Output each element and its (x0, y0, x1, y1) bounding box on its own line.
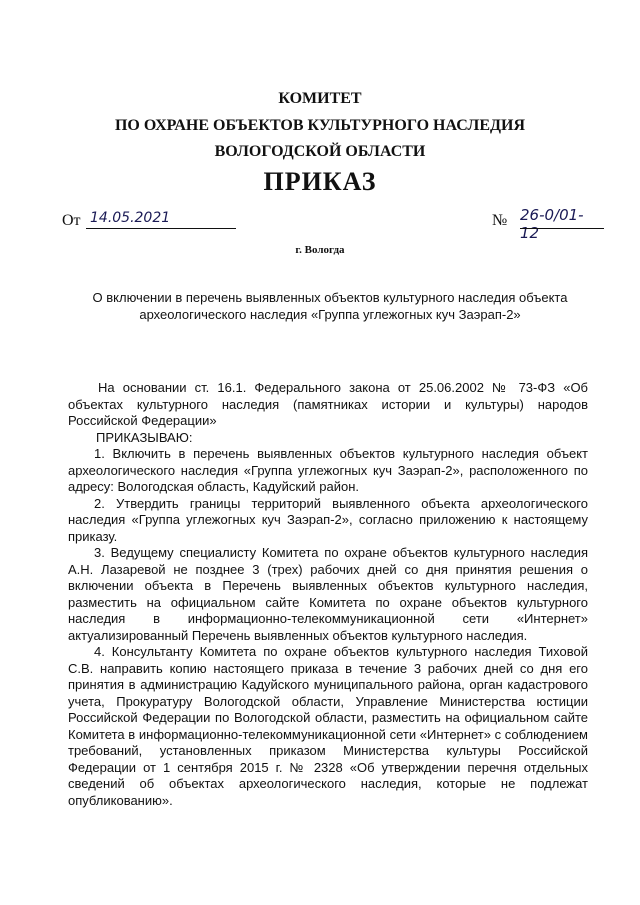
list-item: 4. Консультанту Комитета по охране объектов культурного наследия Тиховой С.В. направить копию настоящего приказа в течение 3 рабочих дней со дня его принятия в администрацию Кадуйского муниципального района, орган кадастрового учета, Прокуратуру Вологодской области, Управление Министерства юстиции Российской Федерации по Вологодской области, разместить на официальном сайте Комитета в информационно-телекоммуникационной сети «Интернет» с соблюдением требований, установленных приказом Министерства культуры Российской Федерации от 1 сентября 2015 г. № 2328 «Об утверждении перечня отдельных сведений об объектах археологического наследия, которые не подлежат опубликованию». (68, 644, 588, 808)
document-type: ПРИКАЗ (263, 167, 377, 196)
number-handwritten: 26-0/01-12 (520, 206, 584, 242)
org-name-line1: КОМИТЕТ (278, 90, 362, 107)
document-body (68, 380, 588, 809)
preamble: На основании ст. 16.1. Федерального закона от 25.06.2002 № 73-ФЗ «Об объектах культурного наследия (памятниках истории и культуры) народов Российской Федерации» (68, 380, 588, 428)
document-title: О включении в перечень выявленных объектов культурного наследия объекта археологического наследия «Группа углежогных куч Заэрап-2» (92, 290, 568, 322)
date-number-row (62, 206, 602, 242)
date-handwritten: 14.05.2021 (86, 208, 236, 229)
number-prefix: № (492, 212, 508, 229)
date-prefix: От (62, 212, 81, 229)
org-name-line3: ВОЛОГОДСКОЙ ОБЛАСТИ (214, 143, 426, 160)
list-item: 1. Включить в перечень выявленных объектов культурного наследия объект археологического наследия «Группа углежогных куч Заэрап-2», расположенного по адресу: Вологодская область, Кадуйский район. (68, 446, 588, 494)
decree-word: ПРИКАЗЫВАЮ: (96, 429, 193, 445)
number-underline (520, 228, 604, 229)
list-item: 3. Ведущему специалисту Комитета по охране объектов культурного наследия А.Н. Лазаревой не позднее 3 (трех) рабочих дней со дня принятия решения о включении объекта в Перечень выявленных объектов культурного наследия, разместить на официальном сайте Комитета по охране объектов культурного наследия в информационно-телекоммуникационной сети «Интернет» актуализированный Перечень выявленных объектов культурного наследия. (68, 545, 588, 643)
list-item: 2. Утвердить границы территорий выявленного объекта археологического наследия «Группа углежогных куч Заэрап-2», согласно приложению к настоящему приказу. (68, 495, 588, 544)
city: г. Вологда (295, 244, 345, 256)
org-name-line2: ПО ОХРАНЕ ОБЪЕКТОВ КУЛЬТУРНОГО НАСЛЕДИЯ (114, 117, 526, 134)
